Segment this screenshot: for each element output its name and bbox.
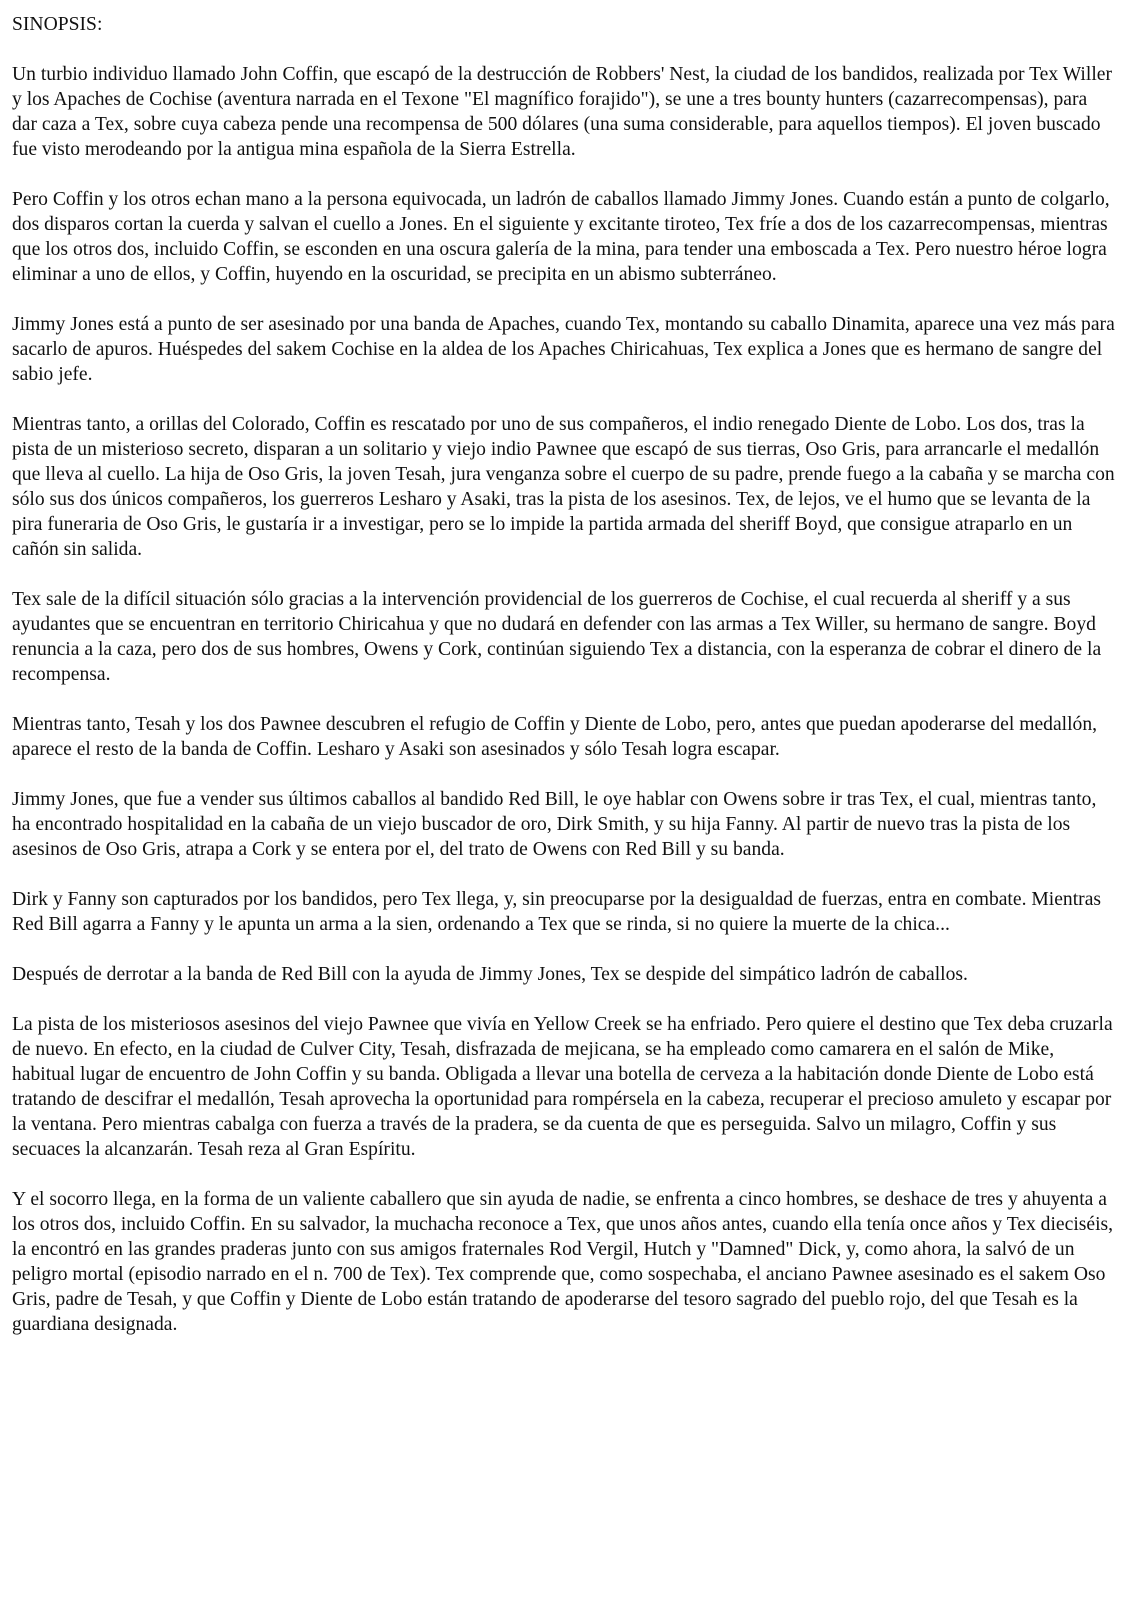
paragraph-culver-city: La pista de los misteriosos asesinos del viejo Pawnee que vivía en Yellow Creek se ha enfriado. Pero quiere el destino que Tex deba cruzarla de nuevo. En efecto, en la ciudad de Culver City, Tesah, disfrazada de mejicana, se ha empleado como camarera en el salón de Mike, habitual lugar de encuentro de John Coffin y su banda. Obligada a llevar una botella de cerveza a la habitación donde Diente de Lobo está tratando de descifrar el medallón, Tesah aprovecha la oportunidad para rompérsela en la cabeza, recuperar el precioso amuleto y escapar por la ventana. Pero mientras cabalga con fuerza a través de la pradera, se da cuenta de que es perseguida. Salvo un milagro, Coffin y sus secuaces la alcanzarán. Tesah reza al Gran Espíritu. — [12, 1014, 1113, 1160]
paragraph-cochise-intervention: Tex sale de la difícil situación sólo gracias a la intervención providencial de los guerreros de Cochise, el cual recuerda al sheriff y a sus ayudantes que se encuentran en territorio Chiricahua y que no dudará en defender con las armas a Tex Willer, su hermano de sangre. Boyd renuncia a la caza, pero dos de sus hombres, Owens y Cork, continúan siguiendo Tex a distancia, con la esperanza de cobrar el dinero de la recompensa. — [12, 589, 1102, 685]
document-page — [12, 12, 1117, 1362]
synopsis-heading: SINOPSIS: — [12, 14, 103, 35]
paragraph-apache-band: Jimmy Jones está a punto de ser asesinado por una banda de Apaches, cuando Tex, montando su caballo Dinamita, aparece una vez más para sacarlo de apuros. Huéspedes del sakem Cochise en la aldea de los Apaches Chiricahuas, Tex explica a Jones que es hermano de sangre del sabio jefe. — [12, 314, 1115, 385]
paragraph-farewell: Después de derrotar a la banda de Red Bill con la ayuda de Jimmy Jones, Tex se despide del simpático ladrón de caballos. — [12, 964, 968, 985]
paragraph-jimmy-jones-rescue: Pero Coffin y los otros echan mano a la persona equivocada, un ladrón de caballos llamado Jimmy Jones. Cuando están a punto de colgarlo, dos disparos cortan la cuerda y salvan el cuello a Jones. En el siguiente y excitante tiroteo, Tex fríe a dos de los cazarrecompensas, mientras que los otros dos, incluido Coffin, se esconden en una oscura galería de la mina, para tender una emboscada a Tex. Pero nuestro héroe logra eliminar a uno de ellos, y Coffin, huyendo en la oscuridad, se precipita en un abismo subterráneo. — [12, 189, 1110, 285]
paragraph-rescue-tesah: Y el socorro llega, en la forma de un valiente caballero que sin ayuda de nadie, se enfrenta a cinco hombres, se deshace de tres y ahuyenta a los otros dos, incluido Coffin. En su salvador, la muchacha reconoce a Tex, que unos años antes, cuando ella tenía once años y Tex dieciséis, la encontró en las grandes praderas junto con sus amigos fraternales Rod Vergil, Hutch y "Damned" Dick, y, como ahora, la salvó de un peligro mortal (episodio narrado en el n. 700 de Tex). Tex comprende que, como sospechaba, el anciano Pawnee asesinado es el sakem Oso Gris, padre de Tesah, y que Coffin y Diente de Lobo están tratando de apoderarse del tesoro sagrado del pueblo rojo, del que Tesah es la guardiana designada. — [12, 1189, 1114, 1335]
paragraph-red-bill: Jimmy Jones, que fue a vender sus últimos caballos al bandido Red Bill, le oye hablar con Owens sobre ir tras Tex, el cual, mientras tanto, ha encontrado hospitalidad en la cabaña de un viejo buscador de oro, Dirk Smith, y su hija Fanny. Al partir de nuevo tras la pista de los asesinos de Oso Gris, atrapa a Cork y se entera por el, del trato de Owens con Red Bill y su banda. — [12, 789, 1097, 860]
paragraph-oso-gris: Mientras tanto, a orillas del Colorado, Coffin es rescatado por uno de sus compañeros, el indio renegado Diente de Lobo. Los dos, tras la pista de un misterioso secreto, disparan a un solitario y viejo indio Pawnee que escapó de sus tierras, Oso Gris, para arrancarle el medallón que lleva al cuello. La hija de Oso Gris, la joven Tesah, jura venganza sobre el cuerpo de su padre, prende fuego a la cabaña y se marcha con sólo sus dos únicos compañeros, los guerreros Lesharo y Asaki, tras la pista de los asesinos. Tex, de lejos, ve el humo que se levanta de la pira funeraria de Oso Gris, le gustaría ir a investigar, pero se lo impide la partida armada del sheriff Boyd, que consigue atraparlo en un cañón sin salida. — [12, 414, 1115, 560]
paragraph-coffin-escape: Un turbio individuo llamado John Coffin, que escapó de la destrucción de Robbers' Nest, la ciudad de los bandidos, realizada por Tex Willer y los Apaches de Cochise (aventura narrada en el Texone "El magnífico forajido"), se une a tres bounty hunters (cazarrecompensas), para dar caza a Tex, sobre cuya cabeza pende una recompensa de 500 dólares (una suma considerable, para aquellos tiempos). El joven buscado fue visto merodeando por la antigua mina española de la Sierra Estrella. — [12, 64, 1112, 160]
paragraph-dirk-fanny: Dirk y Fanny son capturados por los bandidos, pero Tex llega, y, sin preocuparse por la desigualdad de fuerzas, entra en combate. Mientras Red Bill agarra a Fanny y le apunta un arma a la sien, ordenando a Tex que se rinda, si no quiere la muerte de la chica... — [12, 889, 1102, 935]
paragraph-tesah-escape: Mientras tanto, Tesah y los dos Pawnee descubren el refugio de Coffin y Diente de Lobo, pero, antes que puedan apoderarse del medallón, aparece el resto de la banda de Coffin. Lesharo y Asaki son asesinados y sólo Tesah logra escapar. — [12, 714, 1098, 760]
